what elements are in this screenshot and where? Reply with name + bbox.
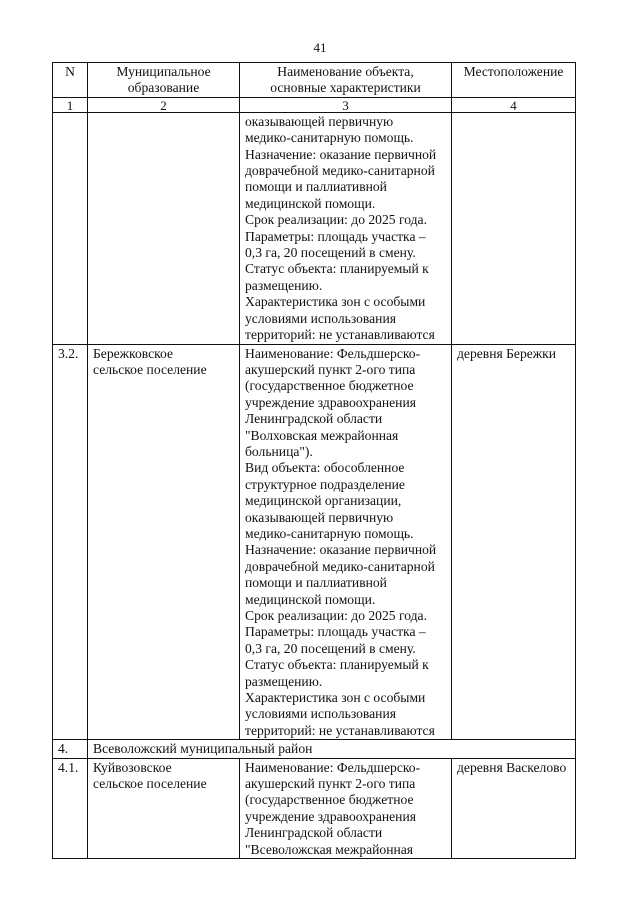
column-number-row	[53, 97, 576, 112]
cell-municipality	[88, 758, 240, 858]
description-line: Срок реализации: до 2025 года.	[245, 212, 427, 228]
description-line: медицинской помощи.	[245, 591, 376, 607]
description-line: "Всеволожская межрайонная	[245, 841, 414, 857]
description-line: территорий: не устанавливаются	[245, 327, 435, 343]
description-line: (государственное бюджетное	[245, 378, 414, 394]
header-n: N	[53, 63, 88, 98]
description-line: Статус объекта: планируемый к	[245, 657, 429, 673]
description-line: Статус объекта: планируемый к	[245, 261, 429, 277]
table-row-3-2	[53, 344, 576, 740]
description-line: Параметры: площадь участка –	[245, 228, 426, 244]
municipality-line: сельское поселение	[93, 776, 207, 792]
section-title: Всеволожский муниципальный район	[88, 740, 576, 758]
header-object-line: основные характеристики	[270, 80, 421, 96]
description-line: структурное подразделение	[245, 476, 405, 492]
description-line: акушерский пункт 2-ого типа	[245, 776, 416, 792]
description-line: медицинской организации,	[245, 493, 402, 509]
cell-object-description	[240, 344, 452, 740]
description-line: больница").	[245, 443, 313, 459]
description-line: Срок реализации: до 2025 года.	[245, 608, 427, 623]
description-line: медико-санитарную помощь.	[245, 525, 414, 541]
cell-n: 4.1.	[53, 758, 88, 858]
description-line: учреждение здравоохранения	[245, 808, 416, 824]
description-line: Наименование: Фельдшерско-	[245, 759, 421, 775]
cell-n: 4.	[53, 740, 88, 758]
cell-location: деревня Бережки	[452, 344, 576, 740]
description-line: помощи и паллиативной	[245, 179, 387, 195]
header-object-line: Наименование объекта,	[277, 64, 414, 79]
municipality-line: Бережковское	[93, 345, 174, 361]
description-line: доврачебной медико-санитарной	[245, 163, 435, 179]
description-line: территорий: не устанавливаются	[245, 722, 435, 738]
description-line: (государственное бюджетное	[245, 792, 414, 808]
cell-location	[452, 112, 576, 344]
description-line: акушерский пункт 2-ого типа	[245, 361, 416, 377]
municipality-line: сельское поселение	[93, 361, 207, 377]
cell-n: 3.2.	[53, 344, 88, 740]
description-line: Характеристика зон с особыми	[245, 690, 426, 706]
cell-municipality	[88, 112, 240, 344]
description-line: 0,3 га, 20 посещений в смену.	[245, 245, 416, 261]
description-line: размещению.	[245, 673, 323, 689]
table-row-continuation	[53, 112, 576, 344]
description-line: помощи и паллиативной	[245, 575, 387, 591]
description-line: Наименование: Фельдшерско-	[245, 345, 421, 361]
description-line: Назначение: оказание первичной	[245, 542, 437, 558]
cell-object-description	[240, 758, 452, 858]
cell-n	[53, 112, 88, 344]
description-line: оказывающей первичную	[245, 509, 394, 525]
description-line: условиями использования	[245, 706, 396, 722]
cell-municipality	[88, 344, 240, 740]
description-line: Вид объекта: обособленное	[245, 460, 405, 476]
planned-objects-table	[52, 62, 576, 859]
description-line: "Волховская межрайонная	[245, 427, 399, 443]
column-number: 4	[452, 97, 576, 112]
header-municipality-line: Муниципальное	[116, 64, 211, 79]
description-line: Характеристика зон с особыми	[245, 294, 426, 310]
column-number: 2	[88, 97, 240, 112]
table-row-4-1	[53, 758, 576, 858]
header-municipality-line: образование	[127, 80, 200, 96]
cell-object-description	[240, 112, 452, 344]
description-line: доврачебной медико-санитарной	[245, 558, 435, 574]
section-row-4	[53, 740, 576, 758]
description-line: условиями использования	[245, 310, 396, 326]
municipality-line: Куйвозовское	[93, 759, 172, 775]
description-line: медицинской помощи.	[245, 195, 376, 211]
column-number: 3	[240, 97, 452, 112]
header-row	[53, 63, 576, 98]
description-line: Ленинградской области	[245, 411, 383, 427]
description-line: медико-санитарную помощь.	[245, 130, 414, 146]
description-line: Ленинградской области	[245, 825, 383, 841]
description-line: размещению.	[245, 277, 323, 293]
description-line: Параметры: площадь участка –	[245, 624, 426, 640]
header-municipality	[88, 63, 240, 98]
description-line: оказывающей первичную	[245, 113, 394, 129]
description-line: Назначение: оказание первичной	[245, 146, 437, 162]
column-number: 1	[53, 97, 88, 112]
description-line: учреждение здравоохранения	[245, 394, 416, 410]
cell-location: деревня Васкелово	[452, 758, 576, 858]
description-line: 0,3 га, 20 посещений в смену.	[245, 640, 416, 656]
header-location: Местоположение	[452, 63, 576, 98]
page-number: 41	[313, 40, 327, 55]
header-object	[240, 63, 452, 98]
